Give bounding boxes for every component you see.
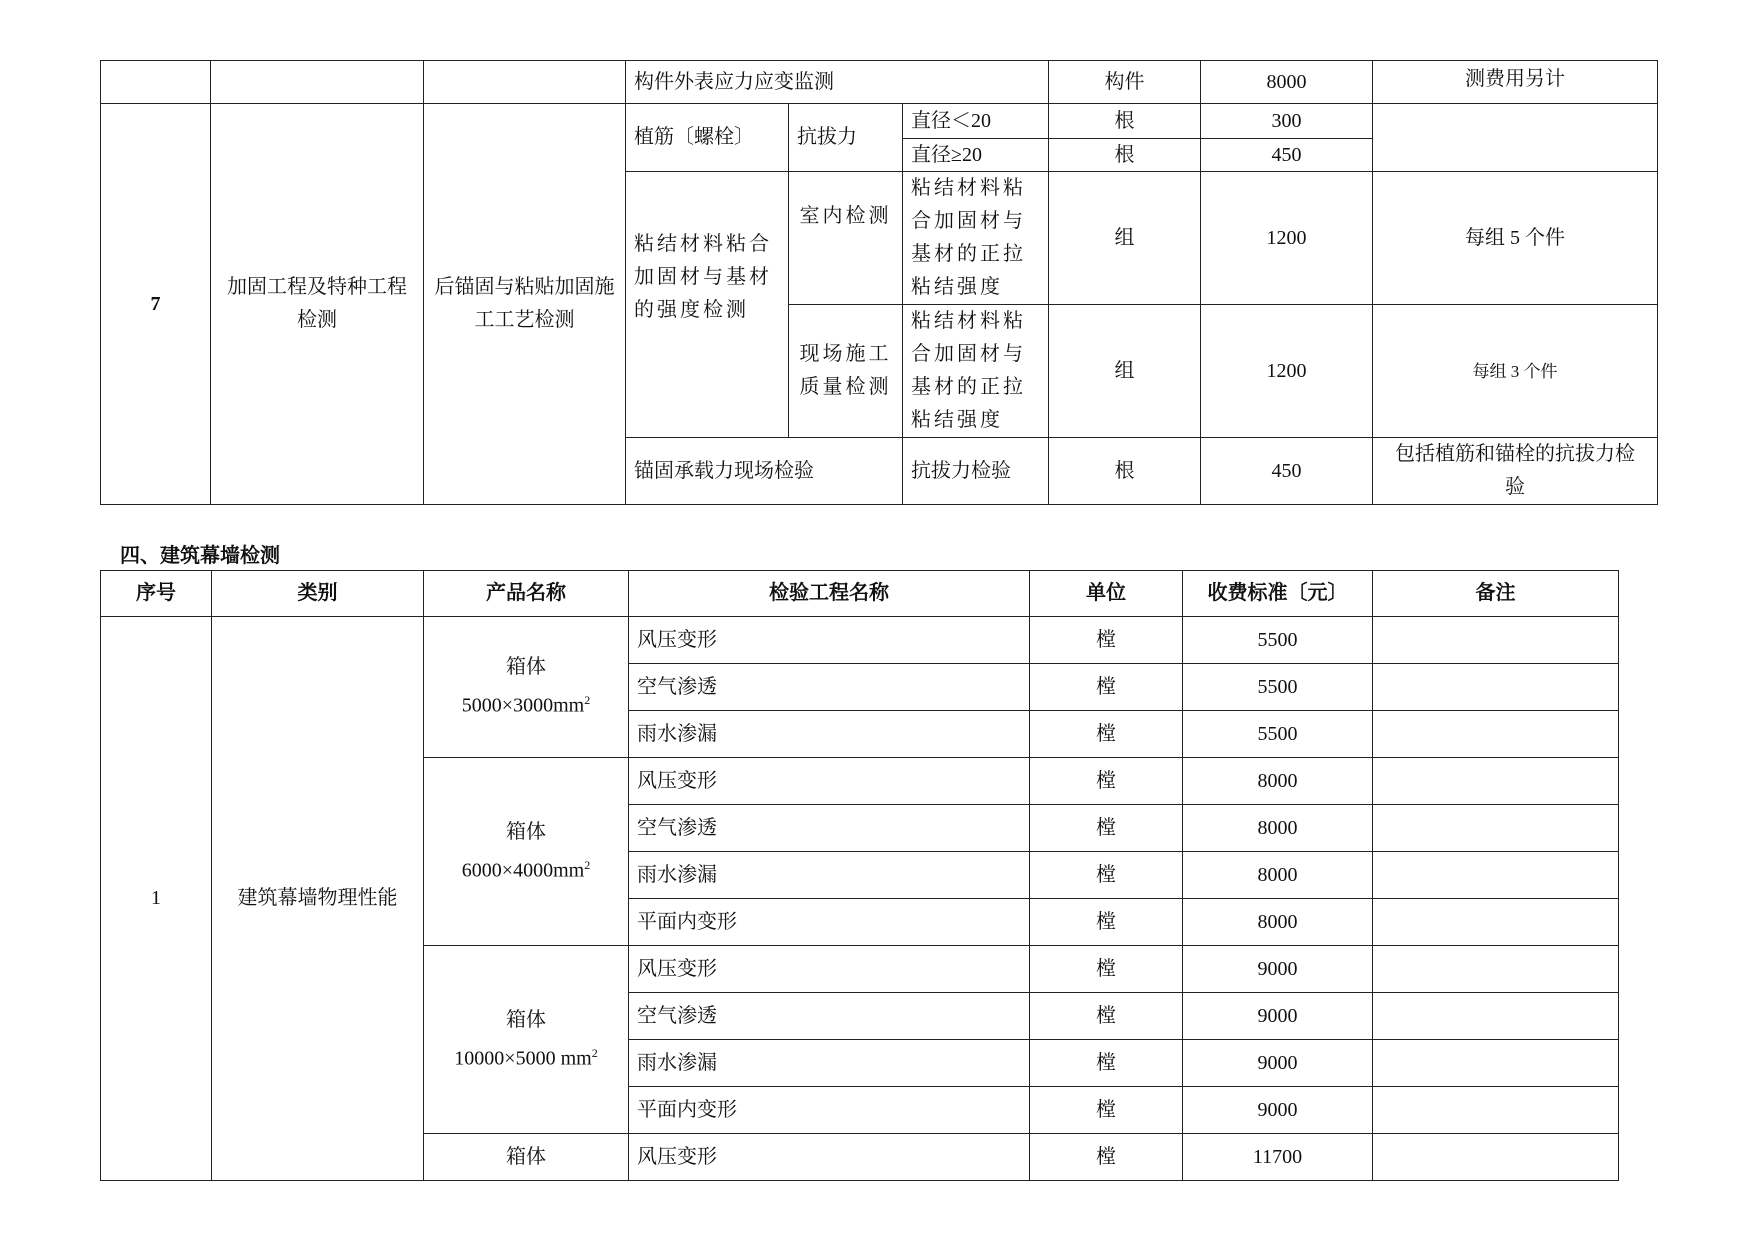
- bond-name: 粘结材料粘合加固材与基材的强度检测: [626, 172, 789, 438]
- unit-cell: 樘: [1030, 805, 1183, 852]
- note-cell: 包括植筋和锚栓的抗拔力检验: [1373, 438, 1658, 505]
- price-cell: 8000: [1183, 758, 1373, 805]
- price-cell: 450: [1201, 139, 1373, 172]
- unit-cell: 樘: [1030, 1040, 1183, 1087]
- unit-cell: 樘: [1030, 946, 1183, 993]
- anchor-name: 锚固承载力现场检验: [626, 438, 903, 505]
- item-cell: 风压变形: [629, 946, 1030, 993]
- item-cell: 雨水渗漏: [629, 852, 1030, 899]
- price-cell: 8000: [1201, 61, 1373, 104]
- item-cell: 平面内变形: [629, 1087, 1030, 1134]
- cell-empty: [424, 61, 626, 104]
- cell-empty: [101, 61, 211, 104]
- product-cell: [424, 758, 629, 946]
- price-cell: 11700: [1183, 1134, 1373, 1181]
- note-cell: [1373, 852, 1619, 899]
- item-cell: 空气渗透: [629, 993, 1030, 1040]
- item-cell: 风压变形: [629, 1134, 1030, 1181]
- serial-number: 1: [101, 617, 212, 1181]
- product-line2: $6000\times 4000mm^2$: [461, 857, 591, 882]
- unit-cell: 樘: [1030, 758, 1183, 805]
- product-cell: [424, 617, 629, 758]
- spec-cell: 直径≥20: [903, 139, 1049, 172]
- unit-cell: 樘: [1030, 1087, 1183, 1134]
- sub-method: 室内检测: [789, 172, 903, 305]
- col-header-category: 类别: [212, 571, 424, 617]
- price-cell: 9000: [1183, 946, 1373, 993]
- category-cell: 加固工程及特种工程检测: [211, 104, 424, 505]
- col-header-product: 产品名称: [424, 571, 629, 617]
- spec-cell: 直径＜20: [903, 104, 1049, 139]
- price-cell: 9000: [1183, 1087, 1373, 1134]
- note-cell: [1373, 1134, 1619, 1181]
- price-cell: 8000: [1183, 899, 1373, 946]
- note-cell: [1373, 1040, 1619, 1087]
- price-cell: 9000: [1183, 993, 1373, 1040]
- product-line1: 箱体: [506, 820, 546, 843]
- spec-cell: 抗拔力检验: [903, 438, 1049, 505]
- unit-cell: 樘: [1030, 1134, 1183, 1181]
- note-cell: [1373, 946, 1619, 993]
- price-cell: 300: [1201, 104, 1373, 139]
- table-row: [101, 617, 1619, 664]
- table-row: [101, 61, 1658, 104]
- price-cell: 450: [1201, 438, 1373, 505]
- col-header-item: 检验工程名称: [629, 571, 1030, 617]
- note-cell: [1373, 993, 1619, 1040]
- note-cell: [1373, 664, 1619, 711]
- section-heading: 四、建筑幕墙检测: [120, 545, 280, 567]
- item-cell: 雨水渗漏: [629, 1040, 1030, 1087]
- note-cell: [1373, 617, 1619, 664]
- sub-method: 现场施工质量检测: [789, 305, 903, 438]
- price-cell: 1200: [1201, 305, 1373, 438]
- col-header-serial: 序号: [101, 571, 212, 617]
- unit-cell: 根: [1049, 139, 1201, 172]
- price-cell: 9000: [1183, 1040, 1373, 1087]
- product-line1: 箱体: [506, 656, 546, 679]
- item-cell: 空气渗透: [629, 805, 1030, 852]
- product-cell: [424, 946, 629, 1134]
- note-cell: [1373, 104, 1658, 172]
- item-cell: 空气渗透: [629, 664, 1030, 711]
- note-cell: 每组 3 个件: [1373, 305, 1658, 438]
- unit-cell: 樘: [1030, 993, 1183, 1040]
- spec-cell: 粘结材料粘合加固材与基材的正拉粘结强度: [903, 305, 1049, 438]
- price-cell: 8000: [1183, 805, 1373, 852]
- unit-cell: 樘: [1030, 852, 1183, 899]
- unit-cell: 樘: [1030, 617, 1183, 664]
- col-header-note: 备注: [1373, 571, 1619, 617]
- col-header-unit: 单位: [1030, 571, 1183, 617]
- note-cell: 每组 5 个件: [1373, 172, 1658, 305]
- table-row: [101, 104, 1658, 139]
- unit-cell: 樘: [1030, 711, 1183, 758]
- product-line2: $5000\times 3000mm^2$: [461, 693, 591, 717]
- note-cell: 测费用另计: [1373, 61, 1658, 104]
- note-cell: [1373, 899, 1619, 946]
- rebar-name: 植筋〔螺栓〕: [626, 104, 789, 172]
- category-cell: 建筑幕墙物理性能: [212, 617, 424, 1181]
- product-cell: 箱体: [424, 1134, 629, 1181]
- cell-empty: [211, 61, 424, 104]
- note-cell: [1373, 805, 1619, 852]
- unit-cell: 樘: [1030, 664, 1183, 711]
- spec-cell: 粘结材料粘合加固材与基材的正拉粘结强度: [903, 172, 1049, 305]
- price-cell: 1200: [1201, 172, 1373, 305]
- note-cell: [1373, 1087, 1619, 1134]
- note-cell: [1373, 711, 1619, 758]
- note-cell: [1373, 758, 1619, 805]
- unit-cell: 组: [1049, 172, 1201, 305]
- unit-cell: 樘: [1030, 899, 1183, 946]
- price-cell: 8000: [1183, 852, 1373, 899]
- product-line2: 10000×5000 $mm^2$: [454, 1045, 598, 1070]
- fee-table-curtain-wall: [100, 570, 1619, 1181]
- col-header-price: 收费标准〔元〕: [1183, 571, 1373, 617]
- item-cell: 雨水渗漏: [629, 711, 1030, 758]
- unit-cell: 构件: [1049, 61, 1201, 104]
- product-line1: 箱体: [506, 1008, 546, 1031]
- price-cell: 5500: [1183, 711, 1373, 758]
- fee-table-reinforcement: [100, 60, 1658, 505]
- product-cell: 后锚固与粘贴加固施工工艺检测: [424, 104, 626, 505]
- item-cell: 构件外表应力应变监测: [626, 61, 1049, 104]
- unit-cell: 根: [1049, 104, 1201, 139]
- price-cell: 5500: [1183, 617, 1373, 664]
- header-row: [101, 571, 1619, 617]
- item-cell: 风压变形: [629, 758, 1030, 805]
- unit-cell: 组: [1049, 305, 1201, 438]
- rebar-param: 抗拔力: [789, 104, 903, 172]
- serial-number: 7: [101, 104, 211, 505]
- unit-cell: 根: [1049, 438, 1201, 505]
- item-cell: 风压变形: [629, 617, 1030, 664]
- price-cell: 5500: [1183, 664, 1373, 711]
- item-cell: 平面内变形: [629, 899, 1030, 946]
